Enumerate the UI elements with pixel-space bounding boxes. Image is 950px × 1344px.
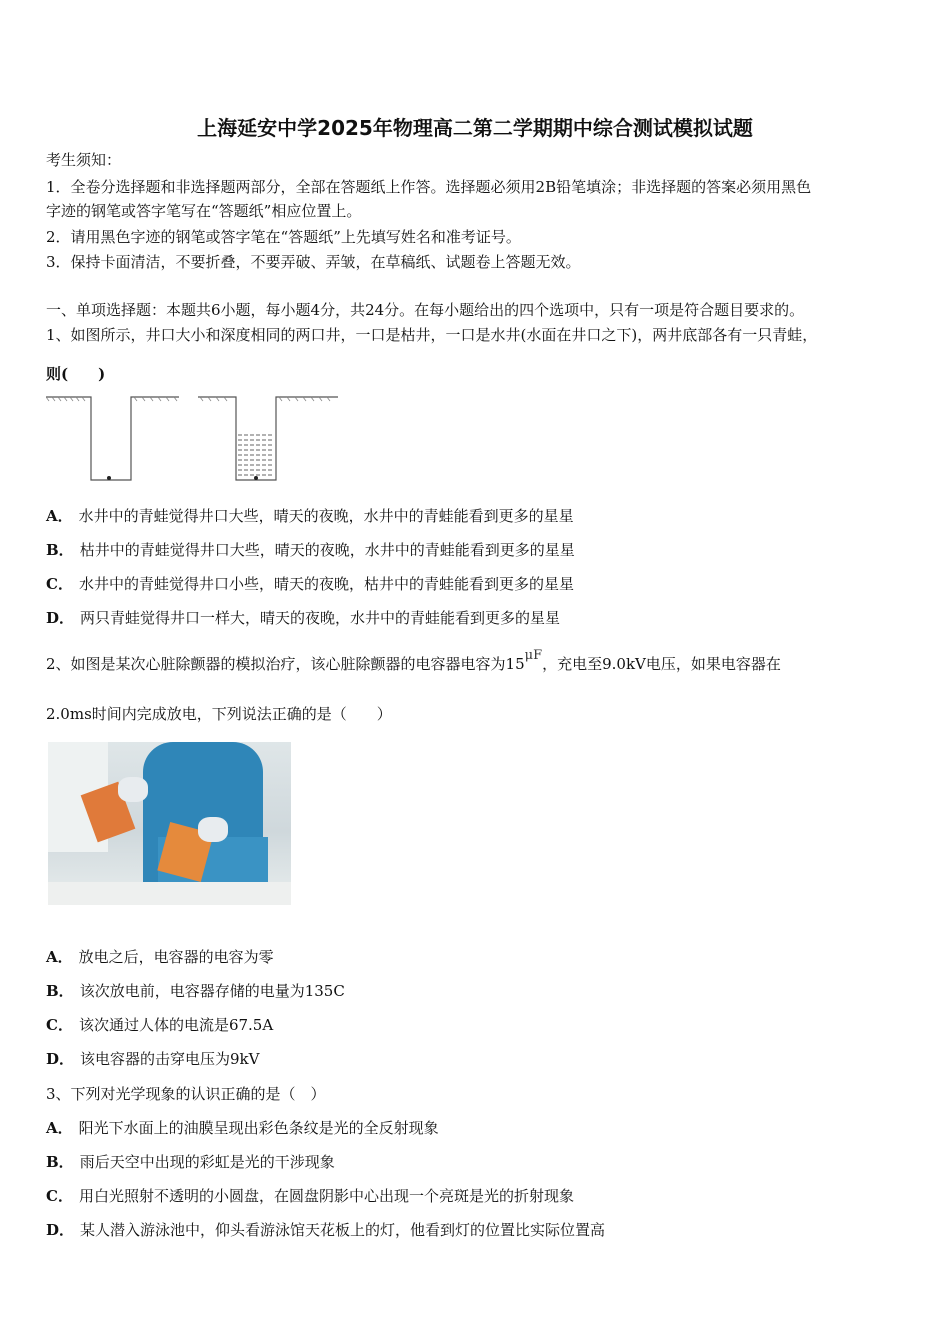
q3-option-d: D． 某人潜入游泳池中，仰头看游泳馆天花板上的灯，他看到灯的位置比实际位置高 [46, 1221, 606, 1239]
page-title: 上海延安中学2025年物理高二第二学期期中综合测试模拟试题 [197, 116, 753, 140]
q1-option-d: D． 两只青蛙觉得井口一样大，晴天的夜晚，水井中的青蛙能看到更多的星星 [46, 609, 561, 627]
frog-icon [107, 476, 111, 480]
wells-figure [46, 393, 341, 485]
section-heading: 一、单项选择题：本题共6小题，每小题4分，共24分。在每小题给出的四个选项中，只有一项是符合题目要求的。 [46, 301, 805, 319]
q2-stem: 2、如图是某次心脏除颤器的模拟治疗，该心脏除颤器的电容器电容为15μF，充电至9.0kV电压，如果电容器在 [46, 648, 781, 673]
defibrillator-photo [48, 742, 291, 905]
q1-stem-end: 则( ) [46, 365, 106, 383]
notice-heading: 考生须知： [46, 151, 122, 169]
q3-option-c: C． 用白光照射不透明的小圆盘，在圆盘阴影中心出现一个亮斑是光的折射现象 [46, 1187, 574, 1205]
q2-option-b: B． 该次放电前，电容器存储的电量为135C [46, 982, 345, 1000]
q2-option-a: A． 放电之后，电容器的电容为零 [46, 948, 274, 966]
frog-icon [254, 476, 258, 480]
notice-line: 1．全卷分选择题和非选择题两部分，全部在答题纸上作答。选择题必须用2B铅笔填涂；非选择题的答案必须用黑色 [46, 178, 812, 196]
q1-stem: 1、如图所示，井口大小和深度相同的两口井，一口是枯井，一口是水井(水面在井口之下)，两井底部各有一只青蛙， [46, 326, 818, 344]
q1-option-c: C． 水井中的青蛙觉得井口小些，晴天的夜晚，枯井中的青蛙能看到更多的星星 [46, 575, 574, 593]
q1-option-b: B． 枯井中的青蛙觉得井口大些，晴天的夜晚，水井中的青蛙能看到更多的星星 [46, 541, 575, 559]
q2-option-d: D． 该电容器的击穿电压为9kV [46, 1050, 260, 1068]
q3-option-a: A． 阳光下水面上的油膜呈现出彩色条纹是光的全反射现象 [46, 1119, 439, 1137]
q3-option-b: B． 雨后天空中出现的彩虹是光的干涉现象 [46, 1153, 335, 1171]
q1-option-a: A． 水井中的青蛙觉得井口大些，晴天的夜晚，水井中的青蛙能看到更多的星星 [46, 507, 574, 525]
notice-line: 3．保持卡面清洁，不要折叠，不要弄破、弄皱，在草稿纸、试题卷上答题无效。 [46, 253, 581, 271]
q2-stem-2: 2.0ms时间内完成放电，下列说法正确的是（ ） [46, 705, 392, 723]
q2-option-c: C． 该次通过人体的电流是67.5A [46, 1016, 274, 1034]
notice-line: 2．请用黑色字迹的钢笔或答字笔在“答题纸”上先填写姓名和准考证号。 [46, 228, 521, 246]
q3-stem: 3、下列对光学现象的认识正确的是（ ） [46, 1085, 326, 1103]
notice-line: 字迹的钢笔或答字笔写在“答题纸”相应位置上。 [46, 202, 362, 220]
